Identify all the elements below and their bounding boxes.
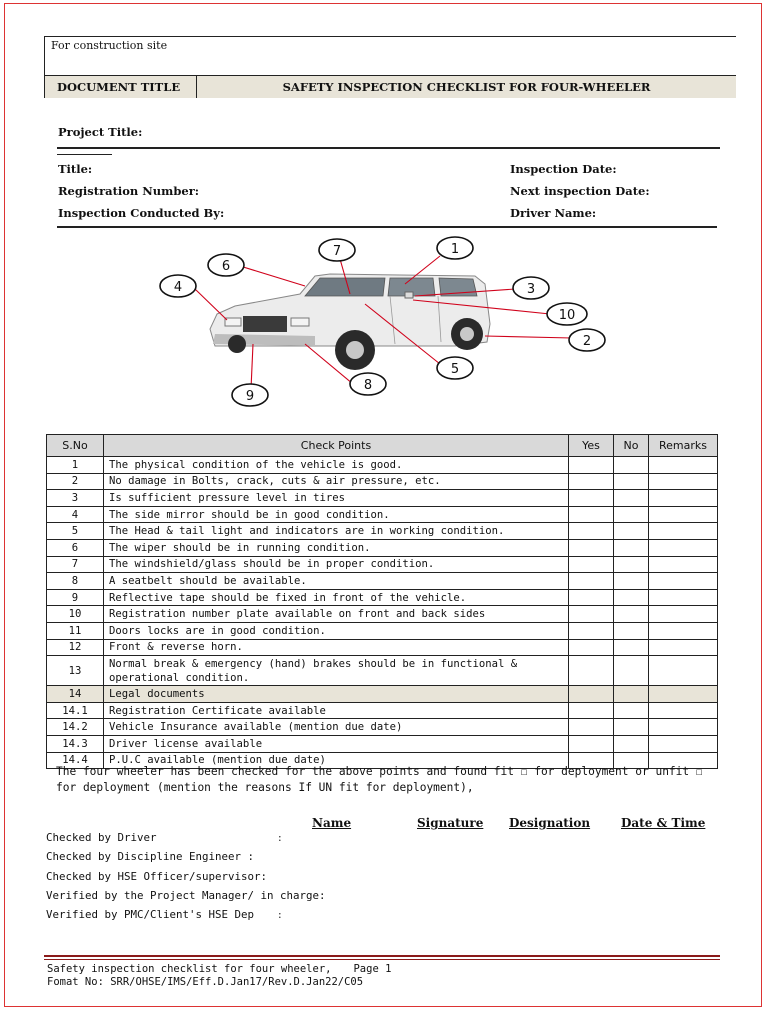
driver-name-field: Driver Name: — [510, 206, 597, 220]
table-row — [47, 606, 718, 623]
table-row — [47, 490, 718, 507]
row-sno: 8 — [47, 573, 104, 590]
row-remarks-cell[interactable] — [649, 719, 718, 736]
row-check-point: Reflective tape should be fixed in front of the vehicle. — [104, 589, 569, 606]
col-sno: S.No — [47, 435, 104, 457]
row-no-cell[interactable] — [614, 457, 649, 474]
signoff-colon: : — [278, 831, 282, 844]
table-row — [47, 735, 718, 752]
col-check-points: Check Points — [104, 435, 569, 457]
table-row — [47, 473, 718, 490]
callout-9 — [232, 384, 268, 406]
row-no-cell[interactable] — [614, 622, 649, 639]
row-no-cell[interactable] — [614, 702, 649, 719]
row-no-cell[interactable] — [614, 506, 649, 523]
col-no: No — [614, 435, 649, 457]
row-sno: 14.4 — [47, 752, 104, 769]
row-yes-cell[interactable] — [569, 457, 614, 474]
document-header — [44, 36, 736, 98]
footer-format-number: Fomat No: SRR/OHSE/IMS/Eff.D.Jan17/Rev.D.Jan22/C05 — [47, 976, 364, 988]
signoff-col-signature: Signature — [417, 816, 484, 830]
row-sno: 13 — [47, 656, 104, 686]
signoff-row-pmc-hse: Verified by PMC/Client's HSE Dep — [46, 908, 255, 921]
row-no-cell[interactable] — [614, 589, 649, 606]
row-no-cell[interactable] — [614, 606, 649, 623]
svg-text:6: 6 — [221, 259, 231, 274]
row-remarks-cell[interactable] — [649, 589, 718, 606]
row-check-point: The windshield/glass should be in proper condition. — [104, 556, 569, 573]
row-no-cell[interactable] — [614, 473, 649, 490]
row-check-point: No damage in Bolts, crack, cuts & air pressure, etc. — [104, 473, 569, 490]
table-row — [47, 719, 718, 736]
row-no-cell[interactable] — [614, 490, 649, 507]
row-check-point: Normal break & emergency (hand) brakes should be in functional & operational condition. — [104, 656, 569, 686]
row-check-point: Vehicle Insurance available (mention due date) — [104, 719, 569, 736]
signoff-row-discipline-engineer: Checked by Discipline Engineer : — [46, 850, 255, 863]
footer — [47, 963, 391, 989]
row-sno: 5 — [47, 523, 104, 540]
table-row — [47, 556, 718, 573]
row-remarks-cell[interactable] — [649, 622, 718, 639]
project-title-field: Project Title: — [58, 125, 143, 139]
row-sno: 14.1 — [47, 702, 104, 719]
table-row — [47, 523, 718, 540]
row-yes-cell[interactable] — [569, 639, 614, 656]
row-yes-cell[interactable] — [569, 686, 614, 703]
signoff-row-driver: Checked by Driver — [46, 831, 157, 844]
row-remarks-cell[interactable] — [649, 702, 718, 719]
svg-text:9: 9 — [245, 389, 255, 404]
row-check-point: The Head & tail light and indicators are in working condition. — [104, 523, 569, 540]
row-no-cell[interactable] — [614, 573, 649, 590]
signoff-col-date-time: Date & Time — [621, 816, 706, 830]
callout-8 — [350, 373, 386, 395]
callout-2 — [569, 329, 605, 351]
divider — [57, 147, 720, 149]
table-row — [47, 573, 718, 590]
document-title-row — [45, 75, 736, 98]
signoff-colon: : — [278, 908, 282, 921]
row-yes-cell[interactable] — [569, 573, 614, 590]
table-row — [47, 656, 718, 686]
row-remarks-cell[interactable] — [649, 473, 718, 490]
row-check-point: The side mirror should be in good condition. — [104, 506, 569, 523]
row-sno: 7 — [47, 556, 104, 573]
deployment-declaration: The four wheeler has been checked for the above points and found fit ☐ for deployment or unfit ☐ for deployment (mention the reasons If UN fit for deployment), — [56, 765, 703, 794]
table-row — [47, 639, 718, 656]
callout-3 — [513, 277, 549, 299]
svg-text:8: 8 — [363, 378, 373, 393]
row-yes-cell[interactable] — [569, 719, 614, 736]
row-yes-cell[interactable] — [569, 539, 614, 556]
row-remarks-cell[interactable] — [649, 539, 718, 556]
row-yes-cell[interactable] — [569, 622, 614, 639]
row-remarks-cell[interactable] — [649, 556, 718, 573]
footer-doc-name: Safety inspection checklist for four wheeler, — [47, 963, 332, 975]
table-row — [47, 686, 718, 703]
row-sno: 1 — [47, 457, 104, 474]
row-remarks-cell[interactable] — [649, 735, 718, 752]
row-remarks-cell[interactable] — [649, 573, 718, 590]
row-remarks-cell[interactable] — [649, 686, 718, 703]
row-yes-cell[interactable] — [569, 556, 614, 573]
row-sno: 9 — [47, 589, 104, 606]
row-check-point: Front & reverse horn. — [104, 639, 569, 656]
svg-text:7: 7 — [332, 244, 342, 259]
row-remarks-cell[interactable] — [649, 457, 718, 474]
document-title-value: SAFETY INSPECTION CHECKLIST FOR FOUR-WHEELER — [282, 80, 651, 94]
row-check-point: The physical condition of the vehicle is good. — [104, 457, 569, 474]
table-row — [47, 457, 718, 474]
row-check-point: Driver license available — [104, 735, 569, 752]
row-check-point: A seatbelt should be available. — [104, 573, 569, 590]
svg-text:1: 1 — [450, 242, 460, 257]
row-yes-cell[interactable] — [569, 473, 614, 490]
info-right-column — [510, 158, 650, 224]
row-yes-cell[interactable] — [569, 589, 614, 606]
row-no-cell[interactable] — [614, 639, 649, 656]
row-check-point: Doors locks are in good condition. — [104, 622, 569, 639]
checklist-table — [46, 434, 718, 769]
table-row — [47, 622, 718, 639]
row-sno: 10 — [47, 606, 104, 623]
footer-rule — [44, 959, 720, 960]
svg-text:5: 5 — [450, 362, 460, 377]
row-sno: 14.2 — [47, 719, 104, 736]
row-remarks-cell[interactable] — [649, 490, 718, 507]
row-sno: 11 — [47, 622, 104, 639]
row-remarks-cell[interactable] — [649, 523, 718, 540]
document-title-label: DOCUMENT TITLE — [45, 76, 197, 98]
registration-number-field: Registration Number: — [58, 184, 199, 198]
signoff-row-project-manager: Verified by the Project Manager/ in charge: — [46, 889, 326, 902]
signoff-col-designation: Designation — [509, 816, 591, 830]
col-remarks: Remarks — [649, 435, 718, 457]
row-no-cell[interactable] — [614, 735, 649, 752]
row-no-cell[interactable] — [614, 523, 649, 540]
row-check-point: The wiper should be in running condition. — [104, 539, 569, 556]
row-yes-cell[interactable] — [569, 606, 614, 623]
callout-4 — [160, 275, 196, 297]
row-sno: 2 — [47, 473, 104, 490]
row-sno: 14.3 — [47, 735, 104, 752]
row-sno: 6 — [47, 539, 104, 556]
row-check-point: Legal documents — [104, 686, 569, 703]
divider — [57, 226, 717, 228]
row-yes-cell[interactable] — [569, 490, 614, 507]
row-check-point: Registration Certificate available — [104, 702, 569, 719]
divider-short — [57, 154, 112, 155]
row-no-cell[interactable] — [614, 556, 649, 573]
row-sno: 12 — [47, 639, 104, 656]
next-inspection-date-field: Next inspection Date: — [510, 184, 650, 198]
col-yes: Yes — [569, 435, 614, 457]
callout-7 — [319, 239, 355, 261]
svg-text:10: 10 — [558, 308, 576, 323]
table-header-row — [47, 435, 718, 457]
table-row — [47, 506, 718, 523]
row-sno: 3 — [47, 490, 104, 507]
row-no-cell[interactable] — [614, 719, 649, 736]
row-remarks-cell[interactable] — [649, 656, 718, 686]
table-row — [47, 702, 718, 719]
signoff-row-hse-officer: Checked by HSE Officer/supervisor: — [46, 870, 268, 883]
footer-page-number: Page 1 — [353, 963, 392, 975]
row-check-point: Registration number plate available on front and back sides — [104, 606, 569, 623]
title-field: Title: — [58, 162, 93, 176]
row-no-cell[interactable] — [614, 686, 649, 703]
row-yes-cell[interactable] — [569, 523, 614, 540]
row-remarks-cell[interactable] — [649, 606, 718, 623]
row-yes-cell[interactable] — [569, 656, 614, 686]
row-sno: 14 — [47, 686, 104, 703]
svg-text:3: 3 — [526, 282, 536, 297]
callout-6 — [208, 254, 244, 276]
table-row — [47, 589, 718, 606]
row-check-point: P.U.C available (mention due date) — [104, 752, 569, 769]
row-remarks-cell[interactable] — [649, 506, 718, 523]
row-check-point: Is sufficient pressure level in tires — [104, 490, 569, 507]
row-sno: 4 — [47, 506, 104, 523]
row-yes-cell[interactable] — [569, 735, 614, 752]
callout-5 — [437, 357, 473, 379]
site-label: For construction site — [51, 39, 168, 52]
row-no-cell[interactable] — [614, 656, 649, 686]
svg-text:4: 4 — [173, 280, 183, 295]
callout-10 — [547, 303, 587, 325]
row-no-cell[interactable] — [614, 539, 649, 556]
info-left-column — [58, 158, 224, 224]
inspection-date-field: Inspection Date: — [510, 162, 617, 176]
footer-rule — [44, 955, 720, 957]
table-row — [47, 539, 718, 556]
inspection-conducted-by-field: Inspection Conducted By: — [58, 206, 225, 220]
vehicle-diagram — [155, 234, 615, 410]
callout-1 — [437, 237, 473, 259]
row-yes-cell[interactable] — [569, 506, 614, 523]
signoff-col-name: Name — [312, 816, 352, 830]
row-remarks-cell[interactable] — [649, 639, 718, 656]
svg-text:2: 2 — [582, 334, 592, 349]
row-yes-cell[interactable] — [569, 702, 614, 719]
